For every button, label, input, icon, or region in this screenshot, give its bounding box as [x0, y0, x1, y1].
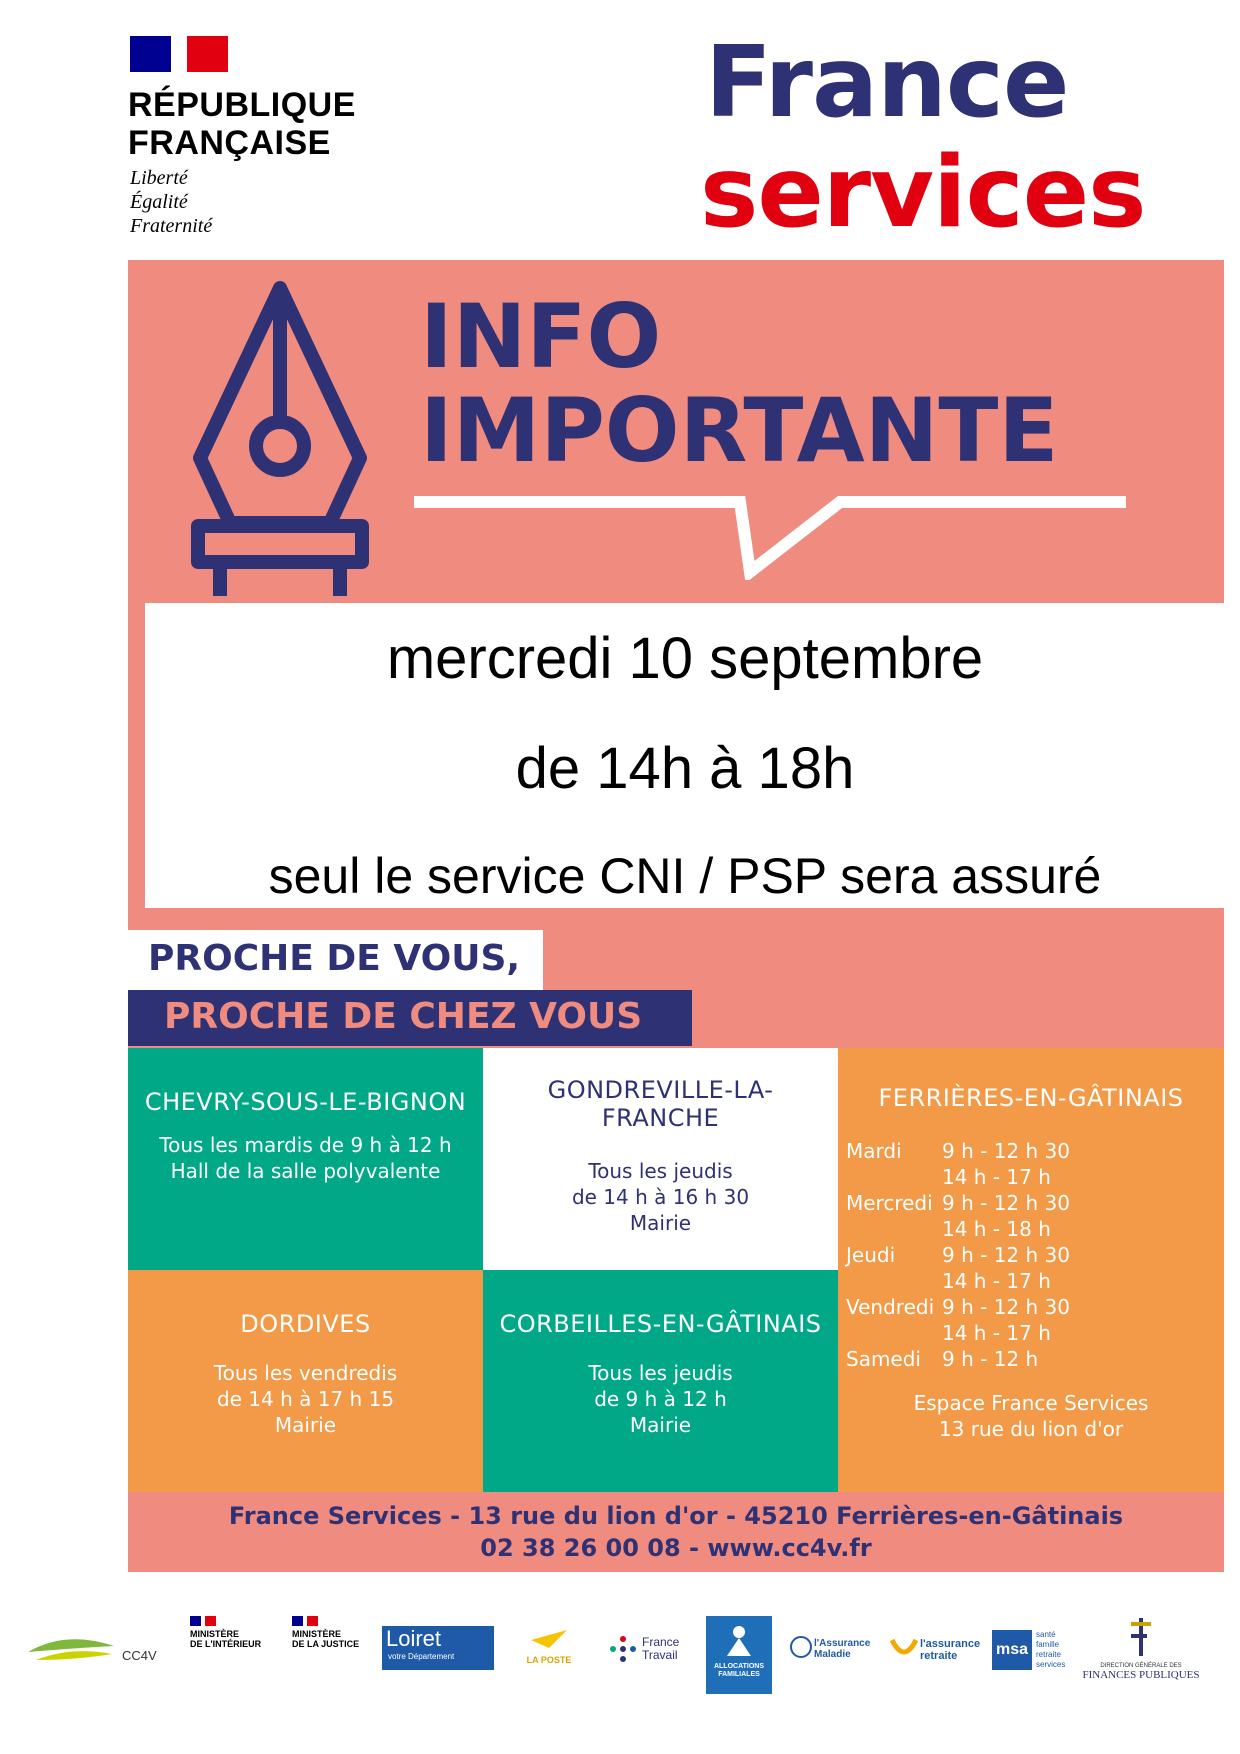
- schedule-hours: 9 h - 12 h 30: [942, 1191, 1070, 1215]
- schedule-row: [846, 1346, 1224, 1372]
- location-corbeilles: CORBEILLES-EN-GÂTINAIS Tous les jeudis de 9 h à 12 h Mairie: [483, 1270, 838, 1492]
- ministere-interieur-logo: MINISTÈRE DE L'INTÉRIEUR: [190, 1616, 275, 1649]
- schedule-day: [846, 1164, 942, 1190]
- schedule-row: [846, 1242, 1224, 1268]
- schedule-hours: 9 h - 12 h 30: [942, 1243, 1070, 1267]
- schedule-row: [846, 1190, 1224, 1216]
- ferrieres-schedule: [846, 1138, 1224, 1372]
- schedule-hours: 14 h - 17 h: [942, 1269, 1051, 1293]
- caf-figure-icon: [721, 1622, 757, 1658]
- cc4v-logo: CC4V: [26, 1626, 156, 1686]
- dgfip-logo: DIRECTION GÉNÉRALE DES FINANCES PUBLIQUES: [1076, 1616, 1206, 1681]
- schedule-row: [846, 1320, 1224, 1346]
- schedule-day: Vendredi: [846, 1295, 935, 1319]
- location-gondreville: GONDREVILLE-LA- FRANCHE Tous les jeudis de 14 h à 16 h 30 Mairie: [483, 1048, 838, 1270]
- france-travail-dots-icon: [608, 1634, 638, 1664]
- location-ferrieres: FERRIÈRES-EN-GÂTINAIS Mardi 9 h - 12 h 30 14 h - 17 h Mercredi 9 h - 12 h 30 14 h - 18 h Jeudi 9 h - 12 h 30 14 h - 17 h Vendredi 9 h - 12 h 30 14 h - 17 h Samedi 9 h - 12 h Espace France Services 13 rue du lion d'or: [838, 1048, 1224, 1492]
- schedule-hours: 9 h - 12 h 30: [942, 1139, 1070, 1163]
- location-dordives: DORDIVES Tous les vendredis de 14 h à 17 h 15 Mairie: [128, 1270, 483, 1492]
- dgfip-emblem-icon: [1121, 1616, 1161, 1658]
- brand-title-services: services: [700, 136, 1146, 250]
- schedule-day: Mercredi: [846, 1191, 933, 1215]
- footer-contact-link[interactable]: 02 38 26 00 08 - www.cc4v.fr: [480, 1534, 872, 1562]
- schedule-hours: 14 h - 17 h: [942, 1165, 1051, 1189]
- laposte-bird-icon: [529, 1628, 569, 1650]
- schedule-row: [846, 1268, 1224, 1294]
- marianne-flag-icon: [130, 36, 228, 72]
- republique-francaise-logo: [128, 36, 388, 246]
- rf-motto: Liberté Égalité Fraternité: [130, 167, 213, 237]
- schedule-day: Mardi: [846, 1139, 902, 1163]
- partner-logos: [20, 1616, 1220, 1716]
- schedule-hours: 14 h - 17 h: [942, 1321, 1051, 1345]
- location-chevry: CHEVRY-SOUS-LE-BIGNON Tous les mardis de 9 h à 12 h Hall de la salle polyvalente: [128, 1048, 483, 1270]
- footer-address: France Services - 13 rue du lion d'or - 45210 Ferrières-en-Gâtinais 02 38 26 00 08 - www.cc4v.fr: [128, 1500, 1224, 1564]
- caf-logo: ALLOCATIONS FAMILIALES: [706, 1616, 772, 1694]
- laposte-logo: LA POSTE: [514, 1628, 584, 1665]
- schedule-day: [846, 1268, 942, 1294]
- schedule-day: Samedi: [846, 1347, 921, 1371]
- schedule-row: [846, 1164, 1224, 1190]
- france-travail-logo: France Travail: [608, 1634, 708, 1669]
- brand-title-france: France: [705, 26, 1069, 140]
- schedule-day: [846, 1216, 942, 1242]
- assurance-maladie-icon: [790, 1636, 812, 1658]
- assurance-retraite-icon: [890, 1636, 918, 1660]
- info-importante-title: INFO IMPORTANTE: [420, 285, 1059, 482]
- loiret-logo: Loiret votre Département: [382, 1626, 494, 1670]
- schedule-row: [846, 1138, 1224, 1164]
- notice-date: mercredi 10 septembre: [386, 626, 984, 691]
- assurance-retraite-logo: l'assurance retraite: [890, 1636, 990, 1665]
- ministere-justice-logo: MINISTÈRE DE LA JUSTICE: [292, 1616, 377, 1649]
- notice-hours: de 14h à 18h: [515, 736, 855, 801]
- schedule-hours: 9 h - 12 h: [942, 1347, 1039, 1371]
- tagline-line2: PROCHE DE CHEZ VOUS: [128, 990, 692, 1046]
- assurance-maladie-logo: l'Assurance Maladie: [790, 1636, 878, 1663]
- schedule-hours: 9 h - 12 h 30: [942, 1295, 1070, 1319]
- schedule-day: [846, 1320, 942, 1346]
- fountain-pen-icon: [190, 278, 370, 598]
- cc4v-leaf-icon: [26, 1626, 116, 1666]
- notice-box: [145, 603, 1225, 908]
- schedule-row: [846, 1216, 1224, 1242]
- notice-service: seul le service CNI / PSP sera assuré: [268, 848, 1102, 904]
- speech-bubble-line: [410, 480, 1130, 580]
- rf-title: RÉPUBLIQUE FRANÇAISE: [128, 86, 356, 162]
- tagline-line1: PROCHE DE VOUS,: [128, 930, 543, 990]
- msa-logo: msa santé famille retraite services: [992, 1630, 1088, 1674]
- schedule-day: Jeudi: [846, 1243, 896, 1267]
- schedule-row: [846, 1294, 1224, 1320]
- schedule-hours: 14 h - 18 h: [942, 1217, 1051, 1241]
